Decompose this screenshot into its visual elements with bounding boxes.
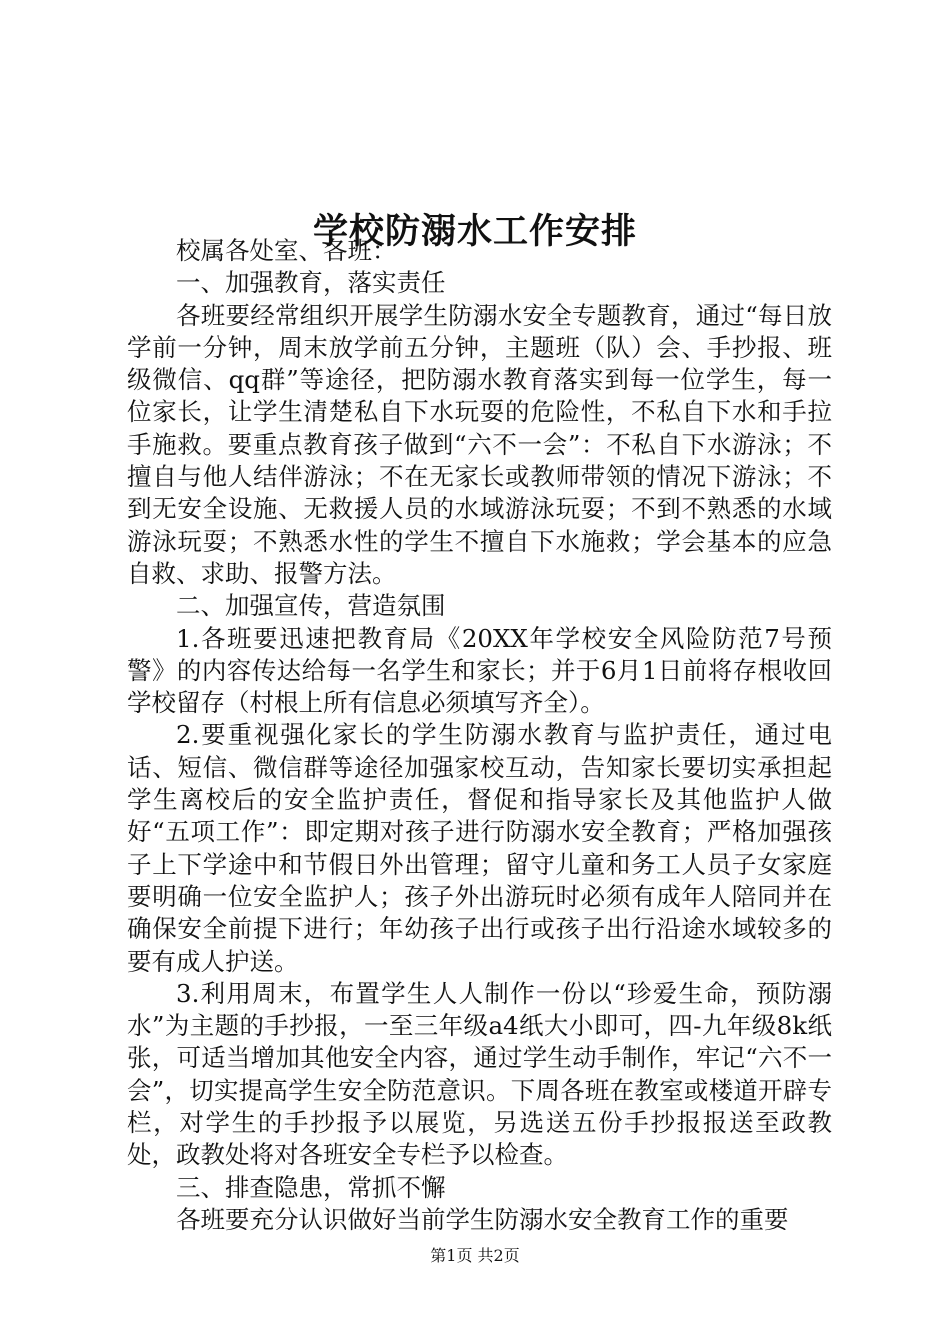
paragraph-item-1: 1.各班要迅速把教育局《20XX年学校安全风险防范7号预警》的内容传达给每一名学生和家长；并于6月1日前将存根收回学校留存（村根上所有信息必须填写齐全）。 (127, 623, 832, 718)
page-footer: 第1页 共2页 (430, 1246, 520, 1265)
paragraph-item-2: 2.要重视强化家长的学生防溺水教育与监护责任，通过电话、短信、微信群等途径加强家校互动，告知家长要切实承担起学生离校后的安全监护责任，督促和指导家长及其他监护人做好“五项工作”：即定期对孩子进行防溺水安全教育；严格加强孩子上下学途中和节假日外出管理；留守儿童和务工人员子女家庭要明确一位安全监护人；孩子外出游玩时必须有成年人陪同并在确保安全前提下进行；年幼孩子出行或孩子出行沿途水域较多的要有成人护送。 (127, 720, 832, 976)
section-heading-3: 三、排查隐患，常抓不懈 (176, 1172, 446, 1202)
section-heading-1: 一、加强教育，落实责任 (176, 268, 446, 298)
paragraph-item-3: 3.利用周末，布置学生人人制作一份以“珍爱生命，预防溺水”为主题的手抄报，一至三年级a4纸大小即可，四-九年级8k纸张，可适当增加其他安全内容，通过学生动手制作，牢记“六不一会”，切实提高学生安全防范意识。下周各班在教室或楼道开辟专栏，对学生的手抄报予以展览，另选送五份手抄报报送至政教处，政教处将对各班安全专栏予以检查。 (127, 978, 832, 1170)
salutation: 校属各处室、各班： (176, 236, 397, 265)
document-title: 学校防溺水工作安排 (312, 211, 637, 253)
paragraph-education: 各班要经常组织开展学生防溺水安全专题教育，通过“每日放学前一分钟，周末放学前五分钟，主题班（队）会、手抄报、班级微信、qq群”等途径，把防溺水教育落实到每一位学生，每一位家长，让学生清楚私自下水玩耍的危险性，不私自下水和手拉手施救。要重点教育孩子做到“六不一会”：不私自下水游泳；不擅自与他人结伴游泳；不在无家长或教师带领的情况下游泳；不到无安全设施、无救援人员的水域游泳玩耍；不到不熟悉的水域游泳玩耍；不熟悉水性的学生不擅自下水施救；学会基本的应急自救、求助、报警方法。 (127, 300, 832, 588)
paragraph-inspection: 各班要充分认识做好当前学生防溺水安全教育工作的重要 (176, 1204, 789, 1234)
document-body (127, 235, 832, 1236)
section-heading-2: 二、加强宣传，营造氛围 (176, 591, 446, 621)
